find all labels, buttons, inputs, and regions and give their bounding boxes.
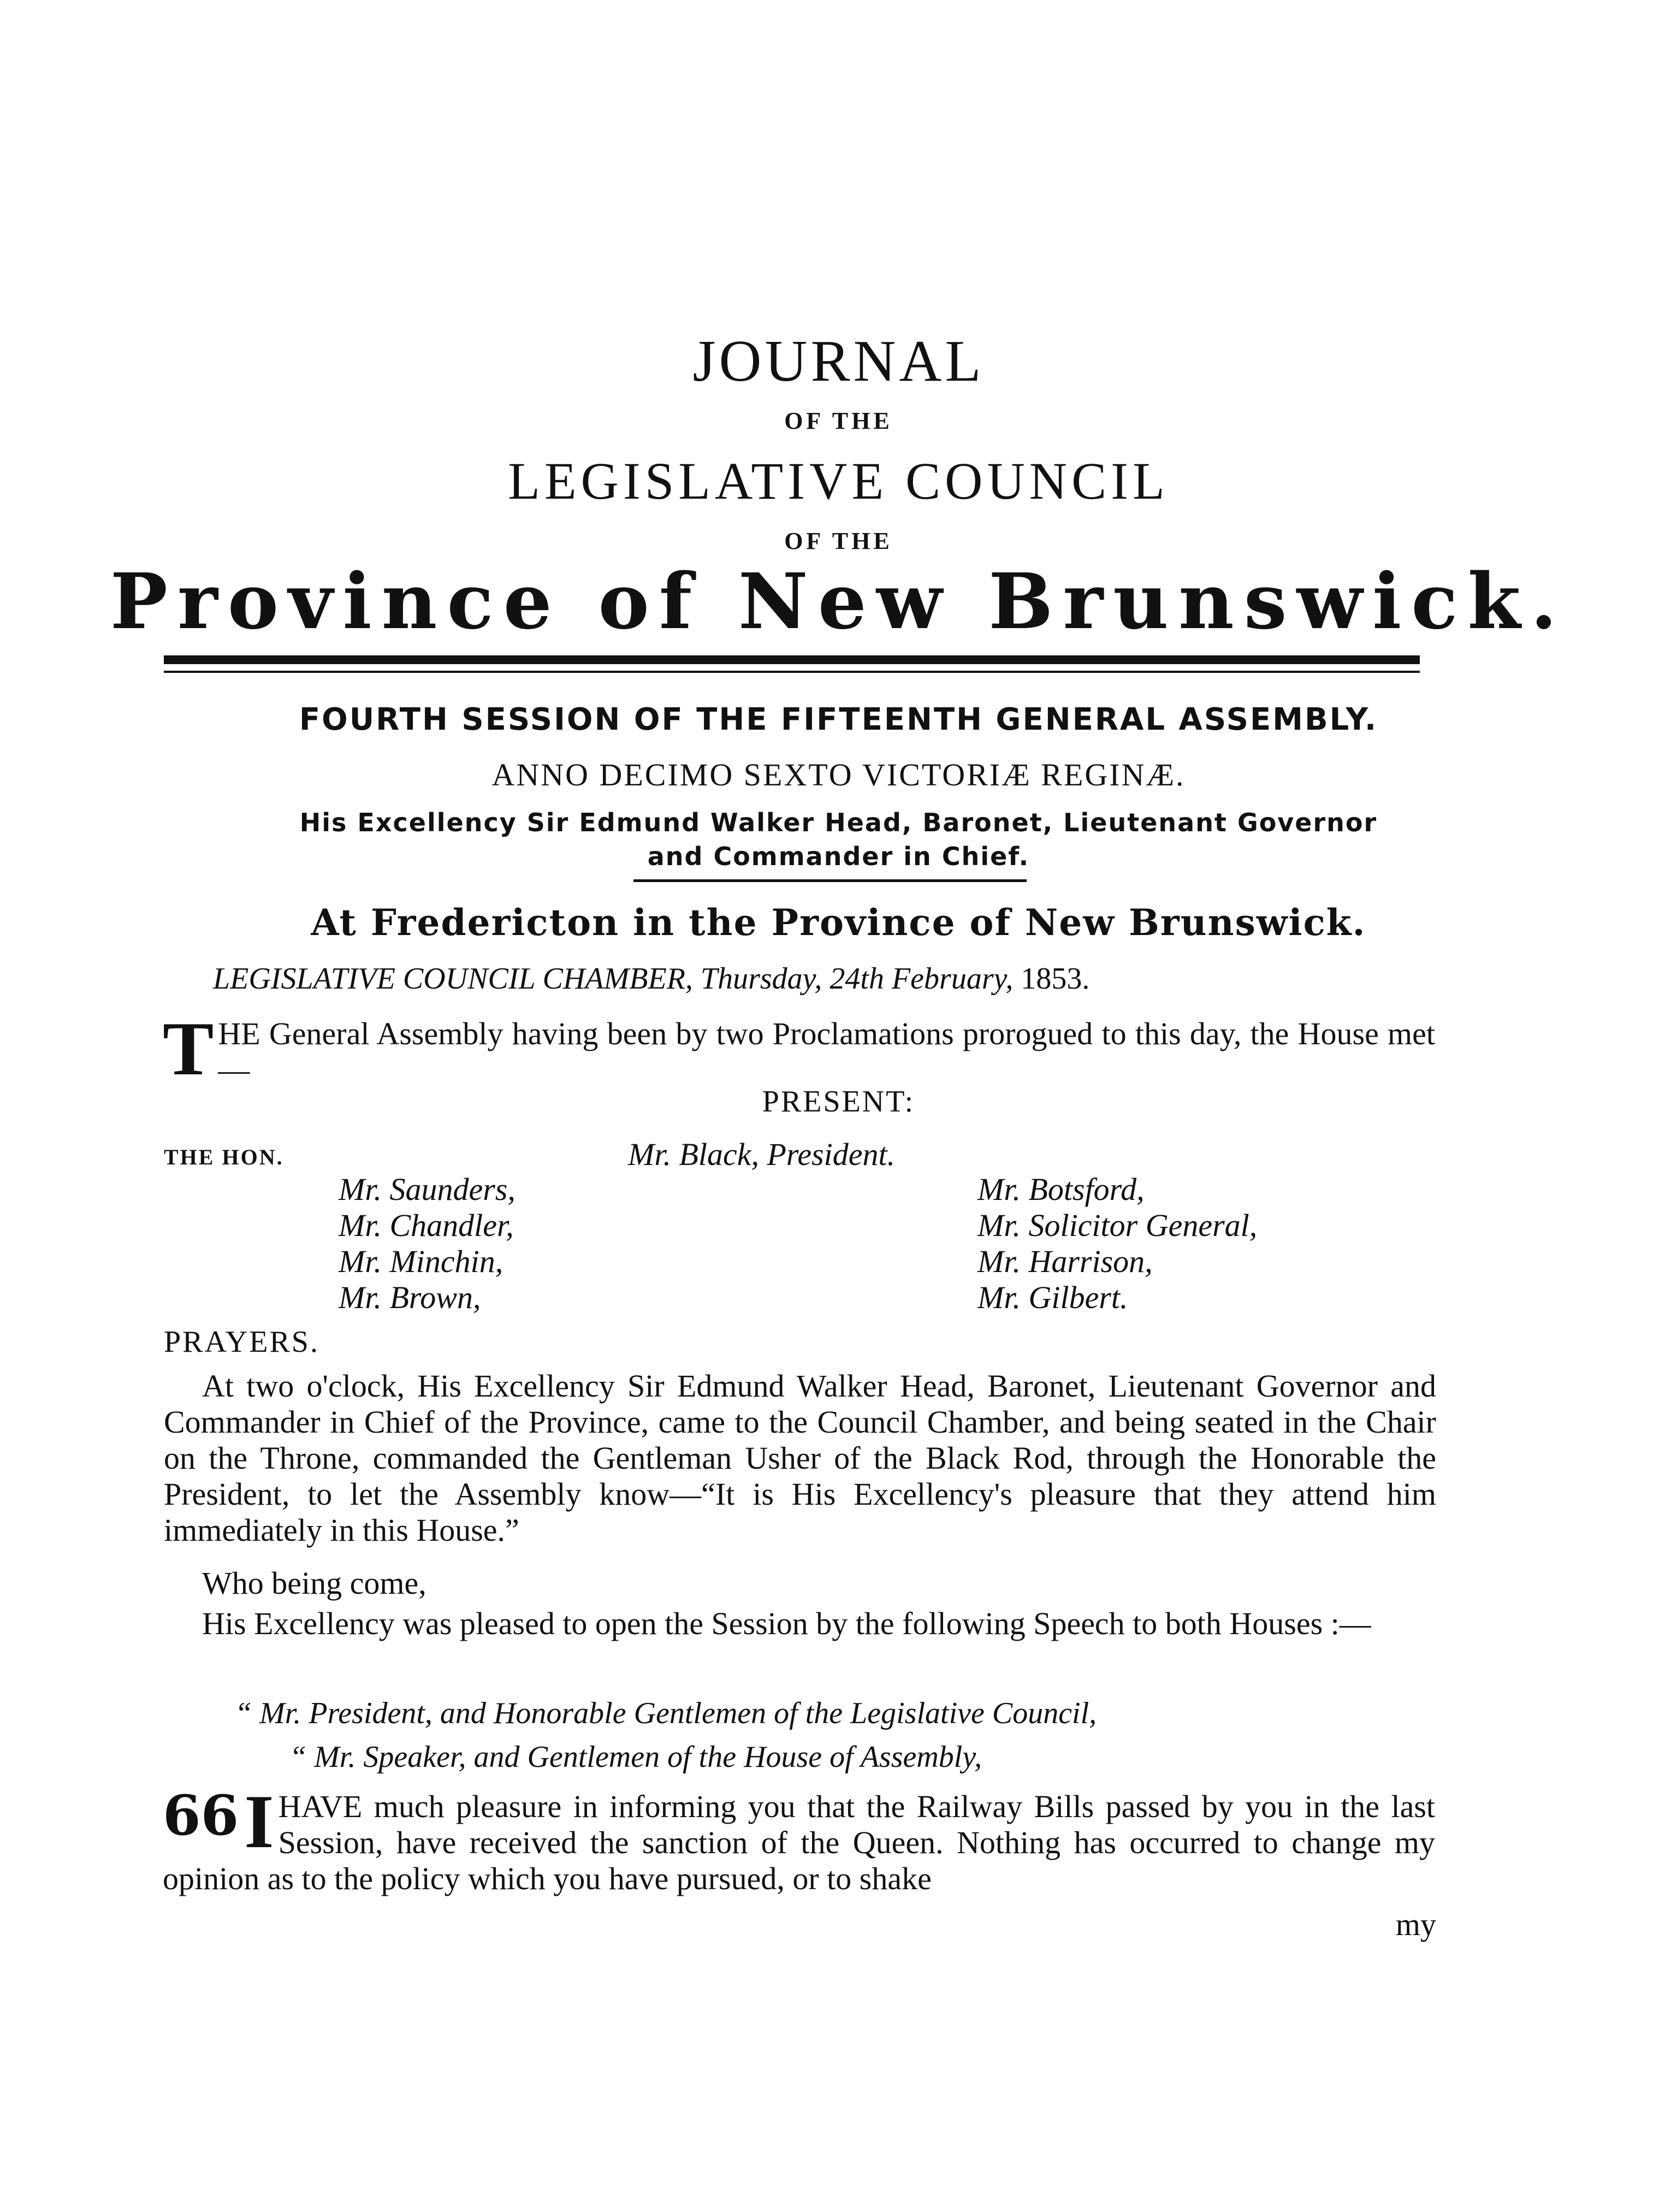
the-hon-label: THE HON. xyxy=(164,1145,284,1169)
excellency-line-1: His Excellency Sir Edmund Walker Head, Baronet, Lieutenant Governor xyxy=(299,808,1378,837)
member-name: Mr. Solicitor General, xyxy=(977,1208,1258,1243)
journal-title: JOURNAL xyxy=(692,329,985,394)
member-name: Mr. Saunders, xyxy=(339,1172,515,1207)
of-the-line: OF THE xyxy=(784,407,893,434)
member-name: Mr. Gilbert. xyxy=(977,1280,1128,1315)
paragraph-speech-intro: His Excellency was pleased to open the Session by the following Speech to both Houses :— xyxy=(202,1606,1371,1641)
chamber-year: 1853. xyxy=(1021,962,1090,996)
member-name: Mr. Botsford, xyxy=(977,1172,1145,1207)
opening-text: HE General Assembly having been by two Proclamations prorogued to this day, the House met— xyxy=(218,1016,1435,1087)
session-heading: FOURTH SESSION OF THE FIFTEENTH GENERAL ASSEMBLY. xyxy=(299,702,1378,737)
member-name: Mr. Minchin, xyxy=(339,1244,503,1279)
chamber-day: Thursday, 24th February, xyxy=(700,962,1014,996)
province-title: Province of New Brunswick. xyxy=(110,557,1567,647)
excellency-heading xyxy=(0,806,1677,873)
open-quote-mark: 66 xyxy=(163,1783,239,1848)
location-heading: At Fredericton in the Province of New Brunswick. xyxy=(311,901,1366,944)
of-the-line-2: OF THE xyxy=(784,528,893,554)
opening-paragraph xyxy=(163,1007,1435,1091)
speech-text: HAVE much pleasure in informing you that the Railway Bills passed by you in the last Session, have received the sanction of the Queen. Nothing has occurred to change my opinion as to the policy which you have pursued, or to shake xyxy=(163,1789,1435,1896)
member-name: Mr. Chandler, xyxy=(339,1208,514,1243)
present-label: PRESENT: xyxy=(762,1085,915,1119)
member-name: Mr. Harrison, xyxy=(977,1244,1153,1279)
catchword: my xyxy=(1395,1907,1436,1942)
paragraph-who-being-come: Who being come, xyxy=(202,1565,426,1601)
double-rule-thin xyxy=(164,671,1420,673)
drop-cap-i: I xyxy=(244,1779,274,1864)
address-legislative-council: “ Mr. President, and Honorable Gentlemen of the Legislative Council, xyxy=(235,1696,1097,1730)
address-house-of-assembly: “ Mr. Speaker, and Gentlemen of the House of Assembly, xyxy=(289,1740,982,1774)
members-left-column xyxy=(339,1172,515,1316)
drop-cap-t: T xyxy=(163,1007,214,1091)
excellency-line-2: and Commander in Chief. xyxy=(647,842,1030,871)
speech-paragraph xyxy=(163,1779,1435,1897)
short-rule xyxy=(633,879,1027,882)
chamber-dateline xyxy=(213,961,1469,996)
members-right-column xyxy=(977,1172,1257,1316)
president-name: Mr. Black, President. xyxy=(628,1137,896,1172)
paragraph-opening-ceremony: At two o'clock, His Excellency Sir Edmund Walker Head, Baronet, Lieutenant Governor and Commander in Chief of the Province, came to the Council Chamber, and being seated in the Chair on the Throne, commanded the Gentleman Usher of the Black Rod, through the Honorable the President, to let the Assembly know—“It is His Excellency's pleasure that they attend him immediately in this House.” xyxy=(164,1368,1436,1548)
member-name: Mr. Brown, xyxy=(339,1280,481,1315)
prayers-heading: PRAYERS. xyxy=(164,1325,319,1359)
chamber-place: LEGISLATIVE COUNCIL CHAMBER, xyxy=(213,962,693,996)
double-rule-thick xyxy=(164,655,1420,664)
council-title: LEGISLATIVE COUNCIL xyxy=(508,452,1169,510)
anno-line: ANNO DECIMO SEXTO VICTORIÆ REGINÆ. xyxy=(491,757,1186,792)
